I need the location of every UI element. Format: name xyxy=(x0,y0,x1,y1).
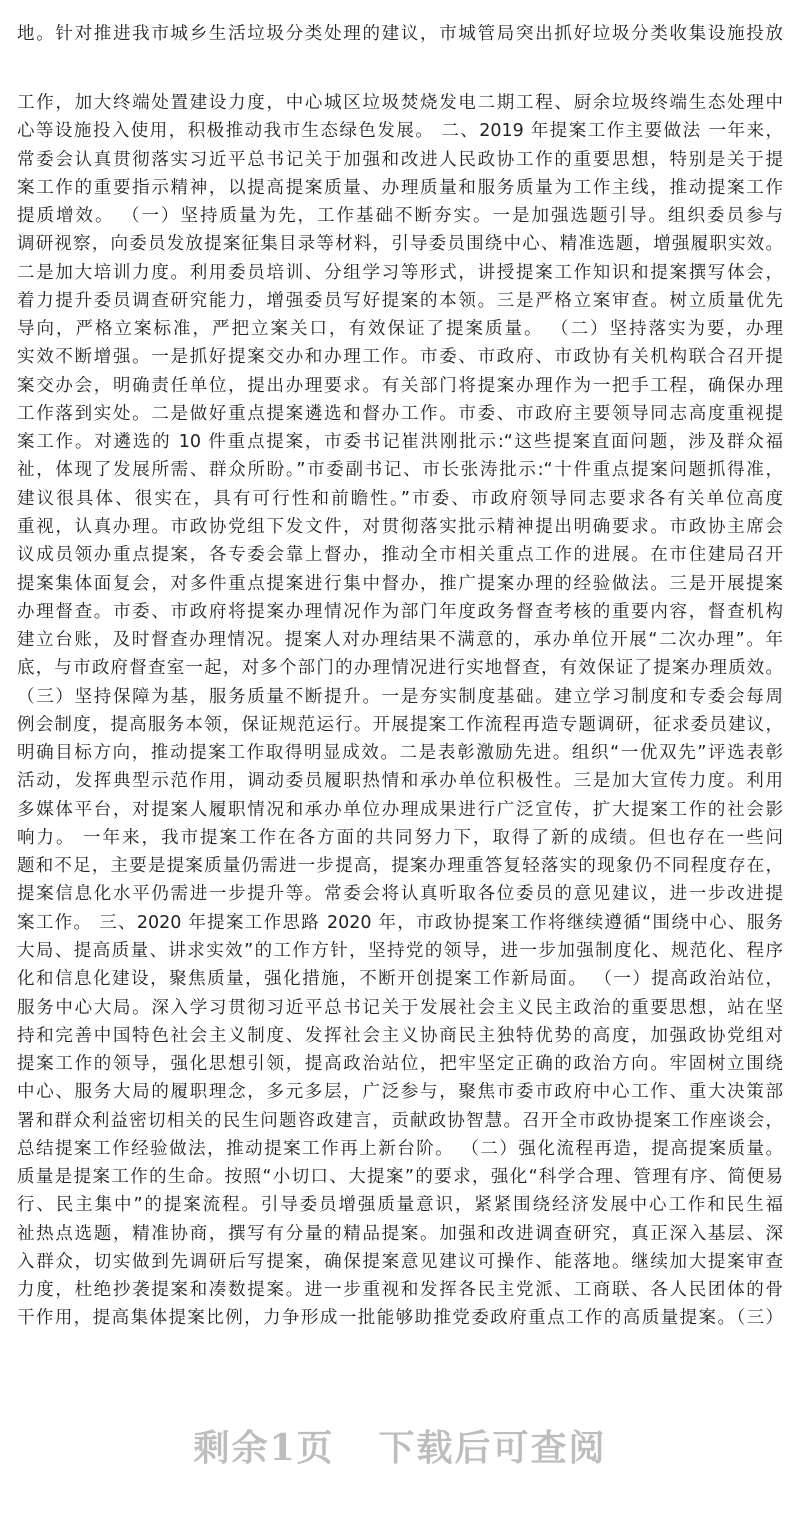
document-text-line: 常委会认真贯彻落实习近平总书记关于加强和改进人民政协工作的重要思想，特别是关于提 xyxy=(17,149,783,170)
document-text-line: 祉热点选题，精准协商，撰写有分量的精品提案。加强和改进调查研究，真正深入基层、深 xyxy=(17,1223,783,1244)
remaining-pages-label: 剩余1页 xyxy=(193,1427,335,1469)
document-text-line: 提质增效。 （一）坚持质量为先，工作基础不断夯实。一是加强选题引导。组织委员参与 xyxy=(17,206,783,227)
document-text-line: 建议很具体、很实在，具有可行性和前瞻性。”市委、市政府领导同志要求各有关单位高度 xyxy=(17,488,783,509)
document-text-line: 二是加大培训力度。利用委员培训、分组学习等形式，讲授提案工作知识和提案撰写体会， xyxy=(17,262,783,283)
document-text-line: 着力提升委员调查研究能力，增强委员写好提案的本领。三是严格立案审查。树立质量优先 xyxy=(17,290,783,311)
document-text-line: 案工作。对遴选的 10 件重点提案，市委书记崔洪刚批示:“这些提案直面问题，涉及群众福 xyxy=(17,432,783,453)
document-text-line: 实效不断增强。一是抓好提案交办和办理工作。市委、市政府、市政协有关机构联合召开提 xyxy=(17,347,783,368)
document-text-line: 活动，发挥典型示范作用，调动委员履职热情和承办单位积极性。三是加大宣传力度。利用 xyxy=(17,771,783,792)
document-text-line: （三）坚持保障为基，服务质量不断提升。一是夯实制度基础。建立学习制度和专委会每周 xyxy=(17,686,783,707)
document-text-line: 心等设施投入使用，积极推动我市生态绿色发展。 二、2019 年提案工作主要做法 一年来， xyxy=(17,121,783,142)
document-text-line: 入群众，切实做到先调研后写提案，确保提案意见建议可操作、能落地。继续加大提案审查 xyxy=(17,1251,783,1272)
document-text-line: 多媒体平台，对提案人履职情况和承办单位办理成果进行广泛宣传，扩大提案工作的社会影 xyxy=(17,799,783,820)
document-body xyxy=(0,89,800,1333)
document-text-line: 提案集体面复会，对多件重点提案进行集中督办，推广提案办理的经验做法。三是开展提案 xyxy=(17,573,783,594)
document-text-line: 重视，认真办理。市政协党组下发文件，对贯彻落实批示精神提出明确要求。市政协主席会 xyxy=(17,516,783,537)
document-text-line: 办理督查。市委、市政府将提案办理情况作为部门年度政务督查考核的重要内容，督查机构 xyxy=(17,601,783,622)
document-text-line: 力度，杜绝抄袭提案和凑数提案。进一步重视和发挥各民主党派、工商联、各人民团体的骨 xyxy=(17,1280,783,1301)
document-text-line: 明确目标方向，推动提案工作取得明显成效。二是表彰激励先进。组织“一优双先”评选表彰 xyxy=(17,743,783,764)
document-text-line: 总结提案工作经验做法，推动提案工作再上新台阶。 （二）强化流程再造，提高提案质量。 xyxy=(17,1138,783,1159)
document-text-line: 响力。 一年来，我市提案工作在各方面的共同努力下，取得了新的成绩。但也存在一些问 xyxy=(17,827,783,848)
document-text-line: 大局、提高质量、讲求实效”的工作方针，坚持党的领导，进一步加强制度化、规范化、程序 xyxy=(17,940,783,961)
document-text-line: 行、民主集中”的提案流程。引导委员增强质量意识，紧紧围绕经济发展中心工作和民生福 xyxy=(17,1195,783,1216)
document-text-line: 提案工作的领导，强化思想引领，提高政治站位，把牢坚定正确的政治方向。牢固树立围绕 xyxy=(17,1054,783,1075)
document-text-line: 案工作。 三、2020 年提案工作思路 2020 年，市政协提案工作将继续遵循“围绕中心、服务 xyxy=(17,912,783,933)
document-text-line: 调研视察，向委员发放提案征集目录等材料，引导委员围绕中心、精准选题，增强履职实效。 xyxy=(17,234,783,255)
document-text-line: 导向，严格立案标准，严把立案关口，有效保证了提案质量。 （二）坚持落实为要，办理 xyxy=(17,319,783,340)
document-text-line: 案工作的重要指示精神，以提高提案质量、办理质量和服务质量为工作主线，推动提案工作 xyxy=(17,177,783,198)
document-text-line: 工作落到实处。二是做好重点提案遴选和督办工作。市委、市政府主要领导同志高度重视提 xyxy=(17,403,783,424)
document-text-line: 题和不足，主要是提案质量仍需进一步提高，提案办理重答复轻落实的现象仍不同程度存在， xyxy=(17,856,783,877)
document-text-line: 例会制度，提高服务本领，保证规范运行。开展提案工作流程再造专题调研，征求委员建议， xyxy=(17,714,783,735)
document-text-line: 服务中心大局。深入学习贯彻习近平总书记关于发展社会主义民主政治的重要思想，站在坚 xyxy=(17,997,783,1018)
document-text-line: 持和完善中国特色社会主义制度、发挥社会主义协商民主独特优势的高度，加强政协党组对 xyxy=(17,1025,783,1046)
document-text-line: 提案信息化水平仍需进一步提升等。常委会将认真听取各位委员的意见建议，进一步改进提 xyxy=(17,884,783,905)
download-hint-label: 下载后可查阅 xyxy=(378,1427,607,1469)
document-text-line: 案交办会，明确责任单位，提出办理要求。有关部门将提案办理作为一把手工程，确保办理 xyxy=(17,375,783,396)
document-text-line: 底，与市政府督查室一起，对多个部门的办理情况进行实地督查，有效保证了提案办理质效。 xyxy=(17,658,783,679)
document-text-line: 祉，体现了发展所需、群众所盼。”市委副书记、市长张涛批示:“十件重点提案问题抓得准， xyxy=(17,460,783,481)
document-text-line: 中心、服务大局的履职理念，多元多层，广泛参与，聚焦市委市政府中心工作、重大决策部 xyxy=(17,1082,783,1103)
document-text-line: 工作，加大终端处置建设力度，中心城区垃圾焚烧发电二期工程、厨余垃圾终端生态处理中 xyxy=(17,93,783,113)
download-prompt[interactable] xyxy=(0,1420,800,1471)
document-text-line: 建立台账，及时督查办理情况。提案人对办理结果不满意的，承办单位开展“二次办理”。年 xyxy=(17,630,783,651)
document-text-line: 署和群众利益密切相关的民生问题咨政建言，贡献政协智慧。召开全市政协提案工作座谈会， xyxy=(17,1110,783,1131)
document-text-line: 干作用，提高集体提案比例，力争形成一批能够助推党委政府重点工作的高质量提案。（三） xyxy=(17,1308,783,1329)
document-text-line: 质量是提案工作的生命。按照“小切口、大提案”的要求，强化“科学合理、管理有序、简便易 xyxy=(17,1167,783,1188)
document-text-line: 地。针对推进我市城乡生活垃圾分类处理的建议，市城管局突出抓好垃圾分类收集设施投放 xyxy=(17,24,783,44)
document-text-line: 议成员领办重点提案，各专委会靠上督办，推动全市相关重点工作的进展。在市住建局召开 xyxy=(17,545,783,566)
document-text-line: 化和信息化建设，聚焦质量，强化措施，不断开创提案工作新局面。 （一）提高政治站位， xyxy=(17,969,783,990)
